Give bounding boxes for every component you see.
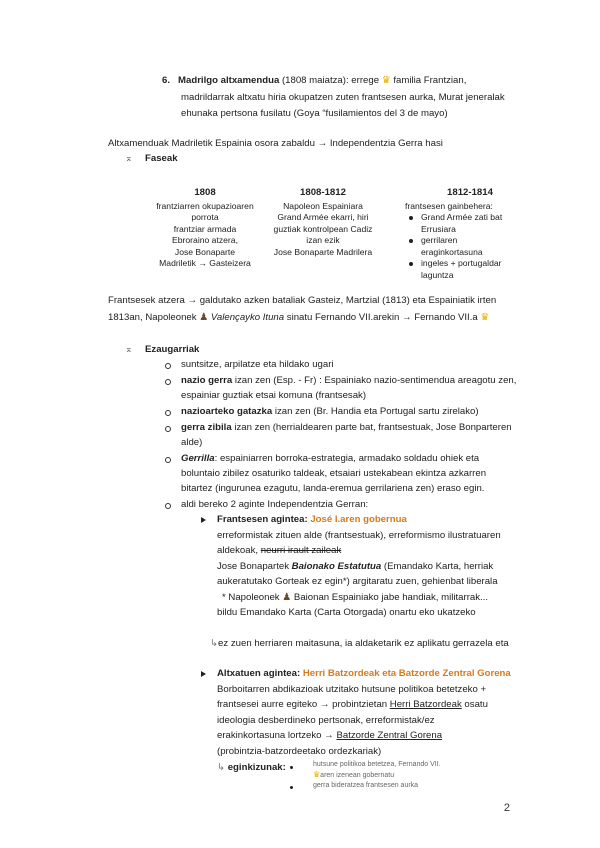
circle-bullet-icon	[165, 410, 171, 416]
phase-2-heading: 1808-1812	[300, 187, 346, 198]
task-item-cont: ♛aren izenean gobernatu	[313, 770, 395, 779]
phase-3-heading: 1812-1814	[447, 187, 493, 198]
french-rule-line: bildu Emandako Karta (Carta Otorgada) onartu eko ukatzeko	[217, 607, 476, 618]
french-rule-line: aldekoak, neurri irault zaileak	[217, 545, 342, 556]
feature-6: aldi bereko 2 aginte Independentzia Gerran:	[181, 499, 369, 510]
feature-2-cont: espainiar guztiak etsai komuna (frantsesak)	[181, 390, 367, 401]
page-number: 2	[503, 802, 510, 814]
section-title-faseak: Faseak	[145, 153, 178, 164]
phase-2-line: Jose Bonaparte Madrilera	[273, 246, 373, 257]
feature-4: gerra zibila izan zen (herrialdearen parte bat, frantsestuak, Jose Bonparteren	[181, 422, 512, 433]
phase-3-subtitle: frantsesen gainbehera:	[405, 200, 493, 211]
french-rule-name: José I.aren gobernua	[310, 514, 407, 525]
phase-1-line: Jose Bonaparte	[174, 246, 236, 257]
arrow-bullet-icon: ⌅	[125, 344, 133, 354]
treaty-name: Valençayko Ituna	[210, 312, 285, 323]
arrow-bullet-icon: ⌅	[125, 153, 133, 163]
retreat-line-1: Frantsesek atzera → galdutako azken bataliak Gasteiz, Martzial (1813) eta Espainiatik irten	[108, 295, 497, 306]
phase-2-line: izan ezik	[306, 235, 340, 245]
phase-3-item-cont: eraginkortasuna	[421, 246, 483, 257]
rebel-rule-line: Borboitarren abdikazioak utzitako hutsune politikoa betetzeko +	[217, 684, 487, 695]
phase-column-2	[258, 187, 388, 258]
item-6-line-3: ehunaka pertsona fusilatu (Goya “fusilamientos del 3 de mayo)	[181, 108, 448, 119]
phase-column-3	[405, 187, 535, 281]
rebel-rule-line: frantsesei aurre egiteko → probintzietan Herri Batzordeak osatu	[217, 699, 488, 710]
crown-icon: ♛	[381, 75, 391, 86]
phase-1-line: frantziar armada	[173, 223, 237, 234]
circle-bullet-icon	[165, 457, 171, 463]
phase-column-1	[140, 187, 270, 270]
phase-2-line: Napoleon Espainiara	[283, 200, 363, 211]
circle-bullet-icon	[165, 363, 171, 369]
struck-text: neurri irault zaileak	[260, 545, 342, 556]
return-arrow-icon: ↳	[217, 762, 226, 773]
phase-3-item-cont: laguntza	[421, 269, 454, 280]
item-6-line-2: madrildarrak altxatu hiria okupatzen zuten frantsesen aurka, Murat jeneralak	[181, 92, 505, 103]
statute-name: Baionako Estatutua	[291, 561, 382, 572]
feature-1: suntsitze, arpilatze eta hildako ugari	[181, 359, 334, 370]
tasks-label: ↳ eginkizunak:	[217, 762, 286, 773]
dot-bullet-icon	[290, 786, 293, 789]
circle-bullet-icon	[165, 379, 171, 385]
rebel-rule-heading: Altxatuen agintea: Herri Batzordeak eta Batzorde Zentral Gorena	[217, 668, 511, 679]
intro-text: Altxamenduak Madriletik Espainia osora zabaldu → Independentzia Gerra hasi	[108, 138, 443, 149]
phase-1-line: Madriletik → Gasteizera	[159, 258, 251, 268]
item-6-line-1	[162, 74, 466, 87]
feature-5: Gerrilla: espainiarren borroka-estrategia, armadako soldadu ohiek eta	[181, 453, 480, 464]
item-title: Madrilgo altxamendua	[178, 75, 280, 86]
french-rule-line: Jose Bonapartek Baionako Estatutua (Emandako Karta, herriak	[217, 561, 494, 572]
napoleon-icon: ♟	[282, 592, 292, 603]
phase-2-line: Grand Armée ekarri, hiri	[277, 212, 369, 222]
phase-3-item: Grand Armée zati bat	[405, 212, 535, 224]
phase-3-item: gerrilaren	[405, 235, 535, 247]
phase-1-line: Ebroraino atzera,	[172, 235, 238, 245]
phase-2-line: guztiak kontrolpean Cadiz	[273, 223, 373, 234]
french-rule-heading: Frantsesen agintea: José I.aren gobernua	[217, 514, 407, 525]
french-rule-line: aukeratutako Gorteak ez egin*) argitaratu zuen, gehienbat liberala	[217, 576, 498, 587]
french-rule-line: erreformistak zituen alde (frantsestuak), erreformismo ilustratuaren	[217, 530, 501, 541]
return-arrow-icon: ↳	[210, 638, 219, 649]
phase-1-heading: 1808	[194, 187, 216, 198]
crown-icon: ♛	[480, 312, 490, 323]
retreat-line-2: 1813an, Napoleonek ♟ Valençayko Ituna sinatu Fernando VII.arekin → Fernando VII.a ♛	[108, 312, 490, 323]
feature-5-cont: bitartez (ingurunea ezagutu, landa-eremua gerrilariena zen) eraso egin.	[181, 483, 485, 494]
triangle-bullet-icon	[201, 517, 206, 523]
phase-3-item: ingeles + portugaldar	[405, 258, 535, 270]
feature-2: nazio gerra izan zen (Esp. - Fr) : Espainiako nazio-sentimendua areagotu zen,	[181, 375, 517, 386]
underlined-term: Batzorde Zentral Gorena	[336, 730, 443, 741]
crown-icon: ♛	[313, 770, 321, 779]
item-text: (1808 maiatza): errege	[279, 75, 382, 86]
feature-5-cont: boluntaio zibilez osaturiko taldeak, etsaiari ustekabean ekintza azkarren	[181, 468, 487, 479]
feature-4-cont: alde)	[181, 437, 203, 448]
task-item: hutsune politikoa betetzea, Fernando VII.	[313, 761, 441, 768]
dot-bullet-icon	[290, 766, 293, 769]
item-number: 6.	[162, 75, 171, 86]
french-rule-note: * Napoleonek ♟ Baionan Espainiako jabe handiak, militarrak...	[222, 592, 489, 603]
triangle-bullet-icon	[201, 671, 206, 677]
rebel-rule-name: Herri Batzordeak eta Batzorde Zentral Gorena	[302, 668, 511, 679]
circle-bullet-icon	[165, 503, 171, 509]
task-item: gerra bideratzea frantsesen aurka	[313, 782, 419, 789]
section-title-ezaugarriak: Ezaugarriak	[145, 344, 200, 355]
circle-bullet-icon	[165, 426, 171, 432]
french-rule-conclusion: ↳ez zuen herriaren maitasuna, ia aldaketarik ez aplikatu gerrazela eta	[210, 638, 509, 649]
feature-3: nazioarteko gatazka izan zen (Br. Handia eta Portugal sartu zirelako)	[181, 406, 479, 417]
phase-1-line: porrota	[191, 212, 219, 222]
rebel-rule-line: (probintzia-batzordeetako ordezkariak)	[217, 746, 382, 757]
napoleon-icon: ♟	[199, 312, 209, 323]
underlined-term: Herri Batzordeak	[389, 699, 462, 710]
phase-3-item-cont: Errusiara	[421, 223, 456, 234]
rebel-rule-line: ideologia desberdineko pertsonak, erreformistak/ez	[217, 715, 435, 726]
rebel-rule-line: erakinkortasuna lortzeko → Batzorde Zentral Gorena	[217, 730, 443, 741]
item-text-tail: familia Frantzian,	[390, 75, 467, 86]
phase-1-line: frantziarren okupazioaren	[156, 200, 254, 211]
